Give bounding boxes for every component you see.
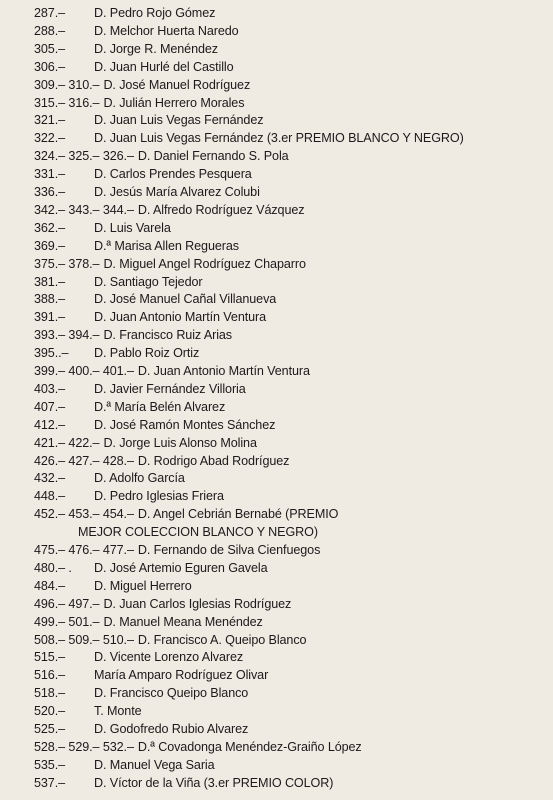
- list-item: [34, 418, 544, 432]
- entry-name: D. Pedro Iglesias Friera: [94, 489, 224, 504]
- entry-name: D. Víctor de la Viña (3.er PREMIO COLOR): [94, 775, 334, 790]
- list-item: [34, 221, 544, 235]
- list-item: [34, 60, 544, 74]
- entry-name: D. Vicente Lorenzo Alvarez: [94, 650, 244, 665]
- entry-name: D. Godofredo Rubio Alvarez: [94, 722, 249, 736]
- entry-name: D. Francisco Ruiz Arias: [103, 328, 233, 343]
- entry-name: D. José Manuel Cañal Villanueva: [94, 292, 277, 307]
- entry-name: D. Melchor Huerta Naredo: [94, 23, 239, 38]
- list-item: [34, 382, 544, 396]
- list-item: [34, 454, 544, 468]
- entry-number: 412.–: [34, 417, 66, 432]
- list-item: [34, 6, 544, 20]
- entry-name: D. Jorge R. Menéndez: [94, 41, 218, 56]
- list-item: [34, 96, 544, 110]
- entry-number: 369.–: [34, 238, 66, 253]
- entry-number: 403.–: [34, 381, 66, 396]
- list-item: [34, 275, 544, 289]
- entry-name: D. Juan Hurlé del Castillo: [94, 59, 234, 74]
- entry-number: 393.– 394.–: [34, 328, 100, 343]
- list-item: [34, 24, 544, 38]
- entry-name: D. José Manuel Rodríguez: [103, 77, 251, 92]
- entry-number: 306.–: [34, 59, 66, 74]
- entry-number: 321.–: [34, 113, 66, 128]
- list-item: [34, 776, 544, 790]
- entry-number: 421.– 422.–: [34, 435, 100, 450]
- entry-name: D. José Artemio Eguren Gavela: [94, 560, 268, 575]
- entry-name: D. Adolfo García: [94, 471, 185, 486]
- list-item: [34, 668, 544, 682]
- entry-name: D.ª María Belén Alvarez: [94, 399, 226, 414]
- list-item: [34, 686, 544, 700]
- list-item: [34, 149, 544, 163]
- entry-number: 395..–: [34, 346, 69, 361]
- entry-name: D. Francisco Queipo Blanco: [94, 686, 249, 701]
- entry-name: D. Juan Antonio Martín Ventura: [137, 364, 310, 378]
- entry-name: D. Angel Cebrián Bernabé (PREMIO: [137, 507, 339, 522]
- entry-name: D. Juan Luis Vegas Fernández (3.er PREMIO BLANCO Y NEGRO): [94, 131, 464, 146]
- list-item: [34, 722, 544, 736]
- list-item: [34, 346, 544, 360]
- entry-number: 448.–: [34, 489, 66, 504]
- entry-number: 362.–: [34, 220, 66, 235]
- list-item: [34, 292, 544, 306]
- entry-number: 499.– 501.–: [34, 614, 100, 629]
- entry-name: D. Alfredo Rodríguez Vázquez: [137, 202, 305, 217]
- list-item: [34, 257, 544, 271]
- entry-number: 407.–: [34, 399, 66, 414]
- entry-name: D.ª Covadonga Menéndez-Graiño López: [137, 739, 362, 754]
- entry-name: D. Manuel Meana Menéndez: [103, 614, 263, 629]
- entry-continuation: MEJOR COLECCION BLANCO Y NEGRO): [78, 525, 318, 540]
- entry-number: 391.–: [34, 310, 66, 325]
- entry-number: 288.–: [34, 23, 66, 38]
- entry-name: D. Pablo Roiz Ortiz: [94, 346, 200, 361]
- entry-name: D. Juan Carlos Iglesias Rodríguez: [103, 596, 292, 611]
- list-item: [34, 543, 544, 557]
- list-item: [34, 203, 544, 217]
- entry-name: D. Julián Herrero Morales: [103, 95, 245, 110]
- entry-name: D. Daniel Fernando S. Pola: [137, 149, 289, 164]
- list-item: [34, 615, 544, 629]
- entry-name: D. Jesús María Alvarez Colubi: [94, 185, 260, 199]
- entry-name: D. Juan Antonio Martín Ventura: [94, 310, 267, 325]
- list-item: [34, 597, 544, 611]
- list-item: [34, 507, 544, 521]
- list-item: [34, 400, 544, 414]
- entry-number: 309.– 310.–: [34, 77, 100, 92]
- entry-name: D.ª Marisa Allen Regueras: [94, 238, 239, 253]
- entry-number: 375.– 378.–: [34, 256, 100, 271]
- list-item: [34, 471, 544, 485]
- list-item: [34, 650, 544, 664]
- entry-number: 528.– 529.– 532.–: [34, 739, 134, 754]
- entry-number: 515.–: [34, 650, 66, 665]
- entry-number: 399.– 400.– 401.–: [34, 364, 134, 378]
- entry-name: T. Monte: [94, 704, 142, 719]
- entry-number: 287.–: [34, 6, 66, 20]
- entry-name: D. Manuel Vega Saria: [94, 757, 215, 772]
- entry-number: 432.–: [34, 471, 66, 486]
- list-item: [34, 78, 544, 92]
- entry-number: 305.–: [34, 41, 66, 56]
- entry-number: 336.–: [34, 185, 66, 199]
- list-item: [34, 239, 544, 253]
- list-item: [34, 42, 544, 56]
- entry-number: 484.–: [34, 578, 66, 593]
- list-item: [34, 436, 544, 450]
- entry-number: 508.– 509.– 510.–: [34, 632, 134, 647]
- entry-number: 331.–: [34, 167, 66, 182]
- entry-name: D. Santiago Tejedor: [94, 274, 203, 289]
- entry-number: 315.– 316.–: [34, 95, 100, 110]
- list-item: [34, 113, 544, 127]
- entry-name: D. Juan Luis Vegas Fernández: [94, 113, 264, 128]
- entry-number: 525.–: [34, 722, 66, 736]
- entry-name: D. Javier Fernández Villoria: [94, 381, 246, 396]
- entry-name: D. Francisco A. Queipo Blanco: [137, 632, 307, 647]
- entry-name: María Amparo Rodríguez Olivar: [94, 668, 269, 683]
- entry-number: 516.–: [34, 668, 66, 683]
- list-item: [34, 633, 544, 647]
- entry-number: 426.– 427.– 428.–: [34, 453, 134, 468]
- entry-number: 322.–: [34, 131, 66, 146]
- list-item: [34, 579, 544, 593]
- entry-number: 518.–: [34, 686, 66, 701]
- entry-number: 480.– .: [34, 560, 72, 575]
- entry-name: D. Pedro Rojo Gómez: [94, 6, 216, 20]
- list-item: [34, 758, 544, 772]
- entry-name: D. Fernando de Silva Cienfuegos: [137, 543, 321, 557]
- entry-name: D. Miguel Angel Rodríguez Chaparro: [103, 256, 306, 271]
- entry-number: 475.– 476.– 477.–: [34, 543, 134, 557]
- entry-number: 537.–: [34, 775, 66, 790]
- list-item: [34, 740, 544, 754]
- list-item: [34, 561, 544, 575]
- entry-number: 342.– 343.– 344.–: [34, 202, 134, 217]
- list-item: [34, 167, 544, 181]
- entry-name: D. Luis Varela: [94, 220, 171, 235]
- list-item: [34, 185, 544, 199]
- entry-name: D. Rodrigo Abad Rodríguez: [137, 453, 290, 468]
- entry-number: 381.–: [34, 274, 66, 289]
- entry-number: 535.–: [34, 757, 66, 772]
- entry-name: D. José Ramón Montes Sánchez: [94, 417, 276, 432]
- list-item: [34, 328, 544, 342]
- entry-number: 388.–: [34, 292, 66, 307]
- list-item: [34, 310, 544, 324]
- entry-name: D. Carlos Prendes Pesquera: [94, 167, 252, 182]
- list-item: [34, 364, 544, 378]
- entry-number: 520.–: [34, 704, 66, 719]
- entry-name: D. Miguel Herrero: [94, 578, 192, 593]
- entry-name: D. Jorge Luis Alonso Molina: [103, 435, 257, 450]
- list-item: [34, 704, 544, 718]
- entry-number: 496.– 497.–: [34, 596, 100, 611]
- list-item: [34, 489, 544, 503]
- entry-number: 452.– 453.– 454.–: [34, 507, 134, 522]
- entry-number: 324.– 325.– 326.–: [34, 149, 134, 164]
- list-item: [34, 131, 544, 145]
